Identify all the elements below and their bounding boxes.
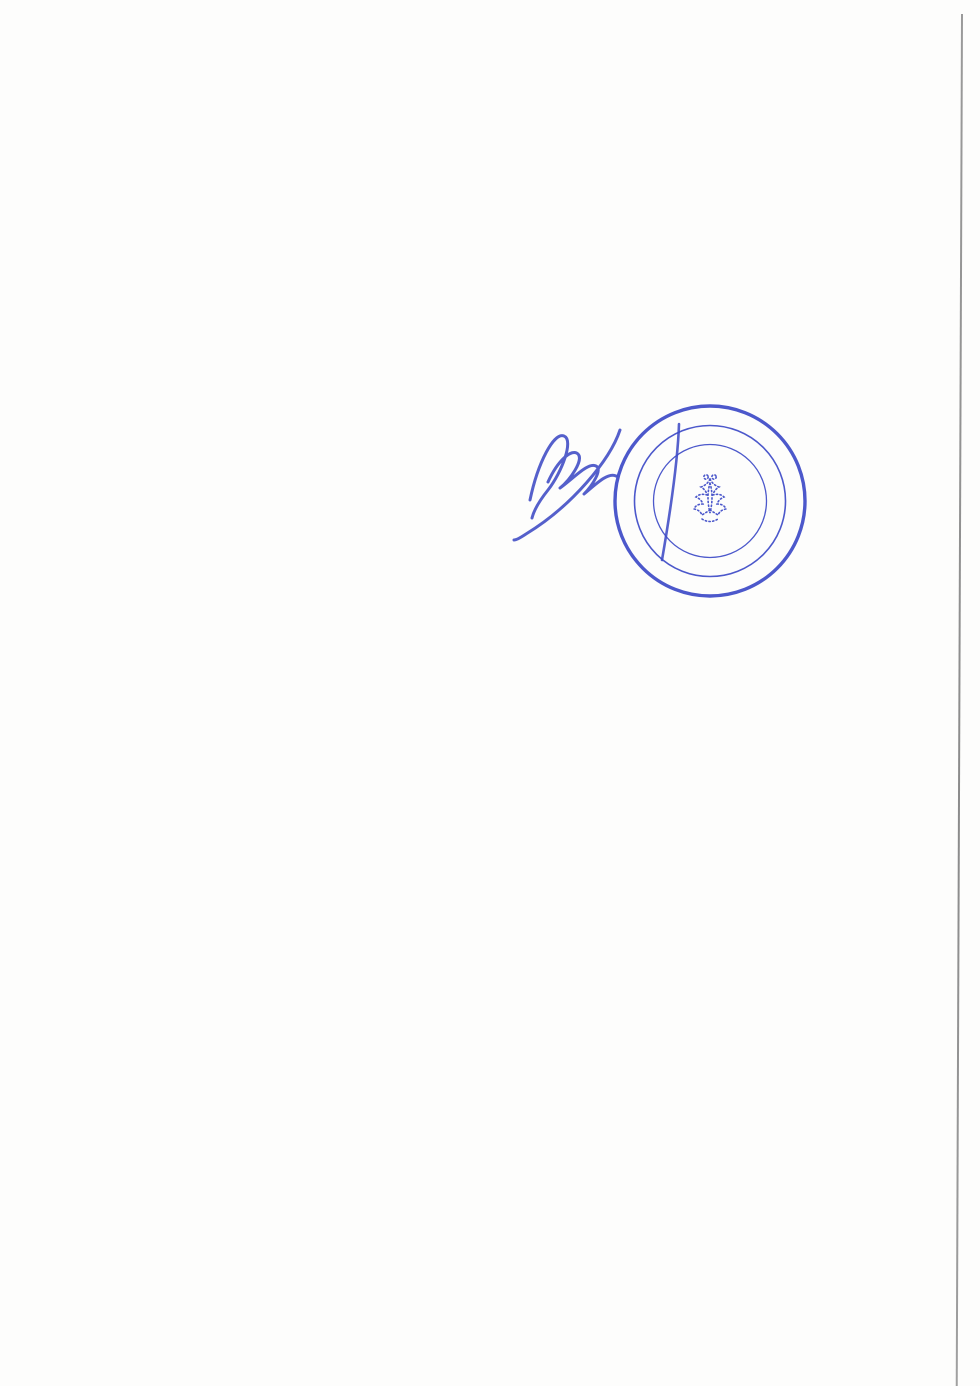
stamp-outer-circle (615, 406, 805, 596)
stamp-mid-circle (635, 426, 786, 577)
signature-stroke-main (530, 436, 616, 518)
scan-page-right-edge (956, 14, 963, 1386)
date-line (42, 416, 54, 443)
scan-dotted-rule (0, 99, 980, 102)
official-stamp (610, 401, 810, 601)
stamp-eagle-emblem (694, 475, 726, 522)
stamp-inner-circle (654, 445, 767, 558)
